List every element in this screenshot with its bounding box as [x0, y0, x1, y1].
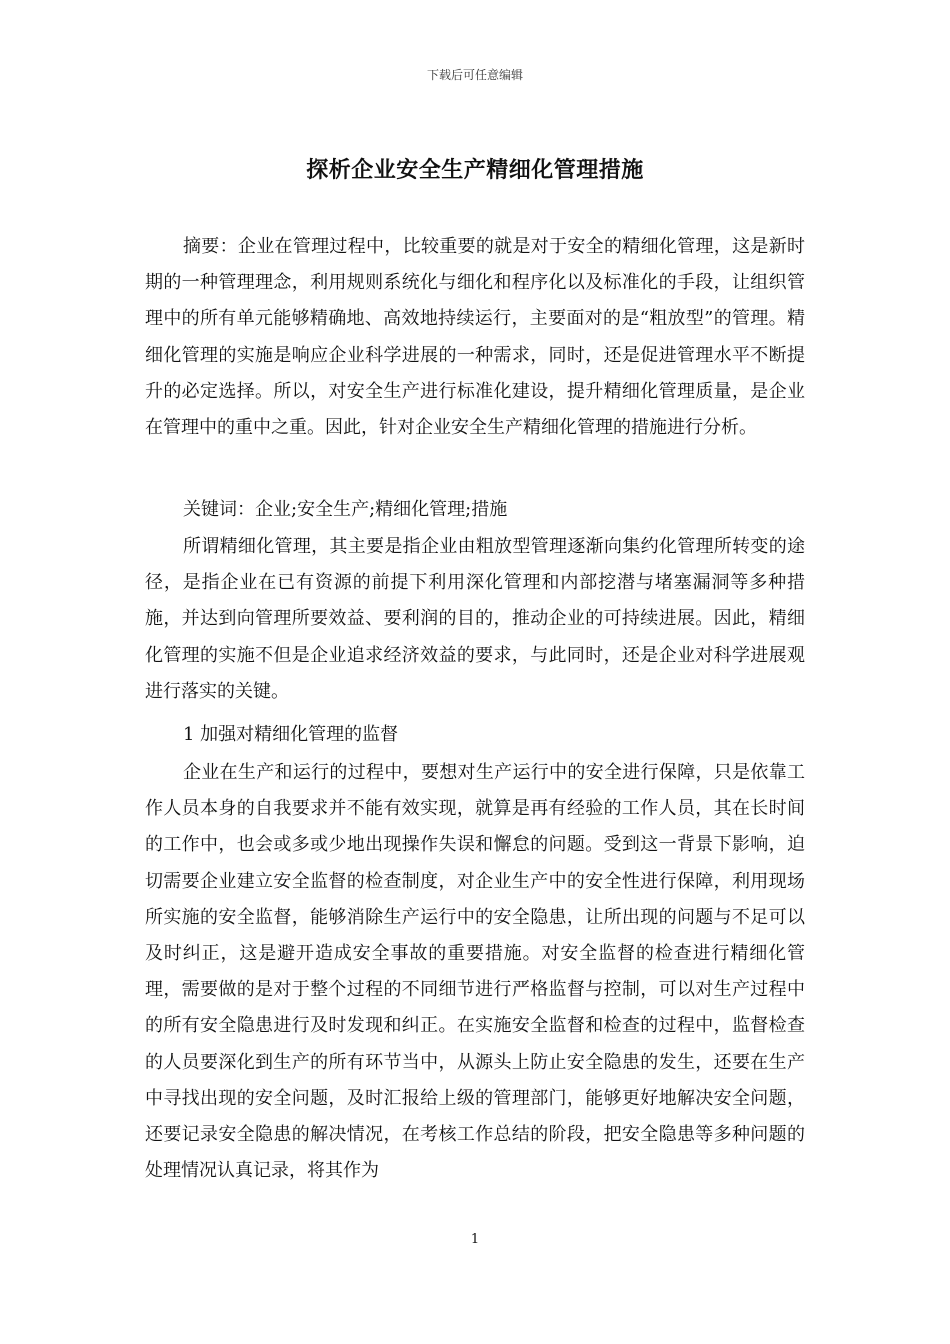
section-1-body: 企业在生产和运行的过程中，要想对生产运行中的安全进行保障，只是依靠工作人员本身的自我要求并不能有效实现，就算是再有经验的工作人员，其在长时间的工作中，也会或多或少地出现操作失误和懈怠的问题。受到这一背景下影响，迫切需要企业建立安全监督的检查制度，对企业生产中的安全性进行保障，利用现场所实施的安全监督，能够消除生产运行中的安全隐患，让所出现的问题与不足可以及时纠正，这是避开造成安全事故的重要措施。对安全监督的检查进行精细化管理，需要做的是对于整个过程的不同细节进行严格监督与控制，可以对生产过程中的所有安全隐患进行及时发现和纠正。在实施安全监督和检查的过程中，监督检查的人员要深化到生产的所有环节当中，从源头上防止安全隐患的发生，还要在生产中寻找出现的安全问题，及时汇报给上级的管理部门，能够更好地解决安全问题，还要记录安全隐患的解决情况，在考核工作总结的阶段，把安全隐患等多种问题的处理情况认真记录，将其作为	[145, 762, 805, 1182]
page-number: 1	[470, 1232, 480, 1247]
intro-paragraph: 所谓精细化管理，其主要是指企业由粗放型管理逐渐向集约化管理所转变的途径，是指企业在已有资源的前提下利用深化管理和内部挖潜与堵塞漏洞等多种措施，并达到向管理所要效益、要利润的目的，推动企业的可持续进展。因此，精细化管理的实施不但是企业追求经济效益的要求，与此同时，还是企业对科学进展观进行落实的关键。	[145, 536, 805, 702]
keywords-line: 关键词：企业;安全生产;精细化管理;措施	[183, 499, 508, 520]
document-title: 探析企业安全生产精细化管理措施	[306, 157, 644, 183]
page-header: 下载后可任意编辑	[426, 68, 523, 82]
section-heading-1: 1 加强对精细化管理的监督	[183, 724, 399, 745]
abstract-paragraph: 摘要：企业在管理过程中，比较重要的就是对于安全的精细化管理，这是新时期的一种管理理念，利用规则系统化与细化和程序化以及标准化的手段，让组织管理中的所有单元能够精确地、高效地持续运行，主要面对的是“粗放型”的管理。精细化管理的实施是响应企业科学进展的一种需求，同时，还是促进管理水平不断提升的必定选择。所以，对安全生产进行标准化建设，提升精细化管理质量，是企业在管理中的重中之重。因此，针对企业安全生产精细化管理的措施进行分析。	[145, 236, 805, 439]
